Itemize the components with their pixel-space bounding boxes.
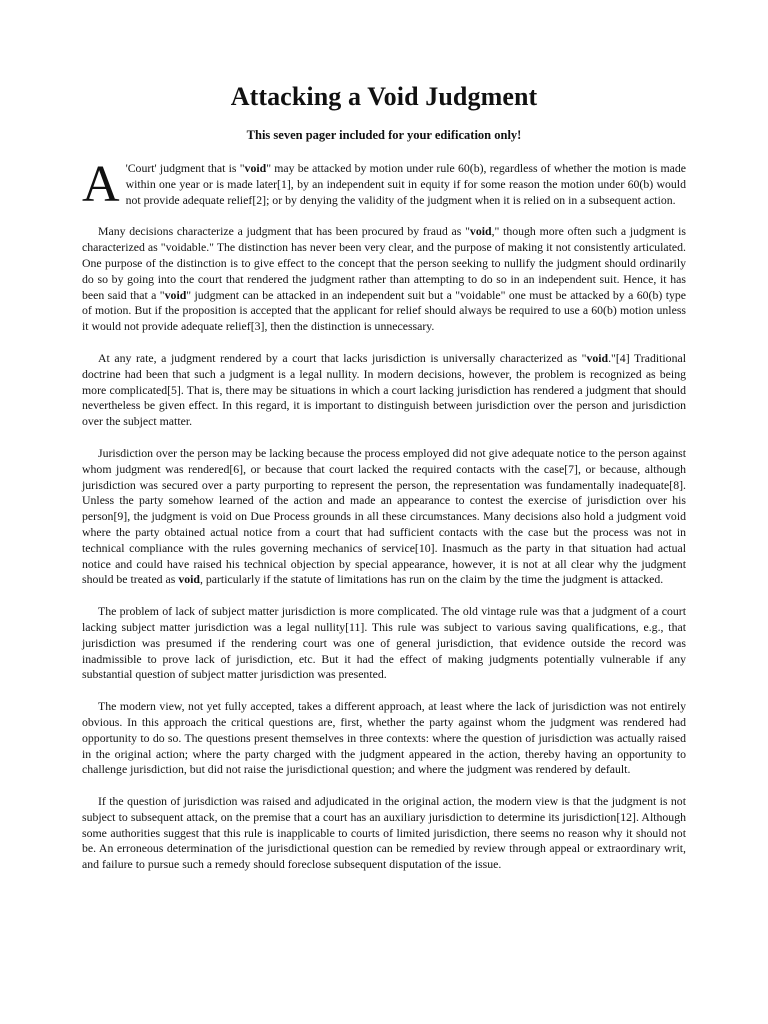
- paragraph-text: At any rate, a judgment rendered by a court that lacks jurisdiction is universally characterized as ": [98, 350, 587, 365]
- paragraph-text: The modern view, not yet fully accepted, takes a different approach, at least where the lack of jurisdiction was not entirely obvious. In this approach the critical questions are, first, whether the party against whom the judgment was rendered had opportunity to do so. The questions present themselves in three contexts: where the question of jurisdiction was actually raised in the original action; where the party charged with the judgment appeared in the action, thereby having an opportunity to challenge jurisdiction, but did not raise the jurisdictional question; and where the judgment was rendered by default.: [82, 699, 686, 777]
- body-paragraph: [82, 224, 686, 335]
- paragraph-text: Many decisions characterize a judgment that has been procured by fraud as ": [98, 224, 470, 239]
- paragraph-text: ."[4] Traditional doctrine had been that such a judgment is a legal nullity. In modern decisions, however, the problem is recognized as being more complicated[5]. That is, there may be situations in which a court lacking jurisdiction has rendered a judgment that should nevertheless be given effect. In this regard, it is important to distinguish between jurisdiction over the person and jurisdiction over the subject matter.: [82, 350, 686, 429]
- emphasis-text: void: [164, 287, 187, 302]
- emphasis-text: void: [244, 161, 267, 175]
- paragraph-text: Jurisdiction over the person may be lacking because the process employed did not give adequate notice to the person against whom judgment was rendered[6], or because that court lacked the required contacts with the case[7], or because, although jurisdiction was secured over a party purporting to represent the person, the representation was fundamentally inadequate[8]. Unless the party somehow learned of the action and made an appearance to contest the exercise of jurisdiction over his person[9], the judgment is void on Due Process grounds in all these circumstances. Many decisions also hold a judgment void where the party obtained actual notice from a court that had sufficient contacts with the case but the process was not in technical compliance with the rules governing mechanics of service[10]. Inasmuch as the party in that situation had actual notice and could have raised his technical objection by special appearance, however, it is not at all clear why the judgment should be treated as: [82, 445, 686, 587]
- body-paragraph: [82, 156, 686, 213]
- emphasis-text: void: [178, 572, 200, 587]
- body-paragraph: [82, 604, 686, 683]
- paragraph-text: 'Court' judgment that is ": [125, 161, 245, 175]
- body-paragraph: [82, 794, 686, 873]
- body-paragraph: [82, 699, 686, 778]
- emphasis-text: void: [586, 350, 609, 365]
- document-body: [82, 156, 687, 873]
- paragraph-text: ," though more often such a judgment is characterized as "voidable." The distinction has never been very clear, and the purpose of making it not consistently articulated. One purpose of the distinction is to give effect to the concept that the person seeking to nullify the judgment should ordinarily do so by going into the court that rendered the judgment rather than attempting to do so in an independent suit. Hence, it has been said that a ": [82, 224, 686, 302]
- paragraph-text: " may be attacked by motion under rule 60(b), regardless of whether the motion is made within one year or is made later[1], by an independent suit in equity if for some reason the motion under 60(b) would not provide adequate relief[2]; or by denying the validity of the judgment when it is relied on in a subsequent action.: [125, 161, 686, 207]
- body-paragraph: [82, 351, 686, 430]
- emphasis-text: void: [469, 224, 492, 239]
- paragraph-text: " judgment can be attacked in an independent suit but a "voidable" one must be attacked by a 60(b) type of motion. But if the proposition is accepted that the applicant for relief should always be required to use a 60(b) motion unless it would not provide adequate relief[3], then the distinction is unnecessary.: [82, 287, 687, 334]
- paragraph-text: , particularly if the statute of limitations has run on the claim by the time the judgment is attacked.: [199, 572, 664, 587]
- drop-cap-letter: A: [82, 156, 120, 213]
- paragraph-text: If the question of jurisdiction was raised and adjudicated in the original action, the modern view is that the judgment is not subject to subsequent attack, on the premise that a court has an auxiliary jurisdiction to determine its jurisdiction[12]. Although some authorities suggest that this rule is inapplicable to courts of limited jurisdiction, there seems no reason why it should not be. An erroneous determination of the jurisdictional question can be remedied by review through appeal or extraordinary writ, and failure to pursue such a remedy should foreclose subsequent disputation of the issue.: [82, 794, 686, 872]
- document-title: Attacking a Void Judgment: [230, 82, 538, 111]
- paragraph-text: The problem of lack of subject matter jurisdiction is more complicated. The old vintage rule was that a judgment of a court lacking subject matter jurisdiction was a legal nullity[11]. This rule was subject to various saving qualifications, e.g., that jurisdiction was presumed if the rendering court was one of general jurisdiction, that evidence outside the record was inadmissible to prove lack of jurisdiction, etc. But it had the effect of making judgments potentially vulnerable if any substantial question of subject matter jurisdiction was presented.: [82, 604, 686, 682]
- body-paragraph: [82, 446, 686, 588]
- document-subtitle: This seven pager included for your edification only!: [246, 128, 522, 142]
